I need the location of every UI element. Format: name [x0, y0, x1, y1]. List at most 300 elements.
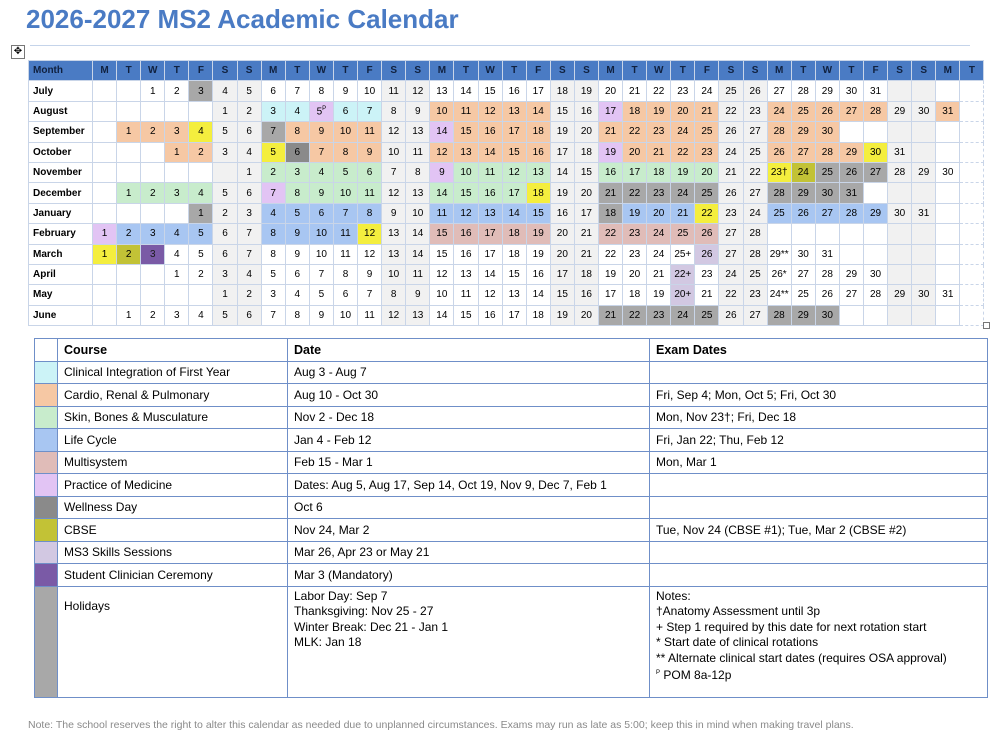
day-number: 5	[316, 106, 323, 118]
day-cell: 11	[478, 162, 502, 182]
day-cell: 14	[526, 101, 550, 121]
day-cell: 24	[791, 162, 815, 182]
day-cell: 23	[743, 101, 767, 121]
day-cell: 23	[671, 81, 695, 101]
weekday-header: S	[743, 61, 767, 81]
day-cell: 5	[213, 122, 237, 142]
day-cell: 29	[791, 122, 815, 142]
day-cell: 11	[333, 244, 357, 264]
legend-exam-dates: Fri, Sep 4; Mon, Oct 5; Fri, Oct 30	[650, 384, 988, 407]
note-line: * Start date of clinical rotations	[656, 635, 819, 649]
day-cell: 23	[647, 305, 671, 325]
day-cell	[839, 122, 863, 142]
day-cell: 25	[743, 264, 767, 284]
day-cell: 26	[815, 101, 839, 121]
day-cell: 7	[237, 244, 261, 264]
day-cell	[936, 81, 960, 101]
weekday-header: S	[382, 61, 406, 81]
day-cell: 13	[406, 183, 430, 203]
day-cell	[960, 305, 984, 325]
day-cell: 30	[815, 183, 839, 203]
day-cell: 2	[165, 81, 189, 101]
legend-row	[35, 384, 988, 407]
legend-course: Cardio, Renal & Pulmonary	[58, 384, 288, 407]
day-cell: 27	[743, 183, 767, 203]
day-cell: 15	[502, 264, 526, 284]
month-label: February	[29, 224, 93, 244]
legend-course: Student Clinician Ceremony	[58, 564, 288, 587]
day-cell	[960, 244, 984, 264]
note-line: ** Alternate clinical start dates (requires OSA approval)	[656, 650, 947, 665]
day-cell	[960, 122, 984, 142]
day-cell: 11	[454, 285, 478, 305]
note-line-pom	[656, 666, 981, 684]
day-cell	[936, 183, 960, 203]
day-cell: 18	[526, 305, 550, 325]
day-cell: 1	[237, 162, 261, 182]
day-cell	[815, 224, 839, 244]
day-cell: 3	[213, 264, 237, 284]
day-cell: 26	[791, 203, 815, 223]
weekday-header: S	[574, 61, 598, 81]
table-resize-handle-icon[interactable]	[983, 322, 990, 329]
month-row	[29, 183, 984, 203]
legend-swatch	[35, 361, 58, 384]
day-cell: 30	[912, 101, 936, 121]
day-cell	[117, 285, 141, 305]
day-cell: 12	[478, 101, 502, 121]
month-row	[29, 101, 984, 121]
calendar-table	[28, 60, 984, 326]
day-cell	[960, 81, 984, 101]
day-cell: 6	[213, 224, 237, 244]
day-cell	[93, 285, 117, 305]
day-cell	[864, 244, 888, 264]
weekday-header: T	[502, 61, 526, 81]
day-cell: 9	[406, 101, 430, 121]
day-cell: 5	[189, 224, 213, 244]
weekday-header: S	[888, 61, 912, 81]
month-row	[29, 224, 984, 244]
day-cell: 2	[261, 162, 285, 182]
day-cell: 22	[598, 224, 622, 244]
day-cell: 9	[333, 81, 357, 101]
day-cell: 2	[141, 183, 165, 203]
day-cell: 15	[454, 305, 478, 325]
day-cell: 15	[478, 81, 502, 101]
day-cell: 8	[261, 224, 285, 244]
day-cell: 6	[333, 285, 357, 305]
day-cell: 2	[141, 305, 165, 325]
day-cell: 7	[358, 101, 382, 121]
day-cell: 25	[791, 285, 815, 305]
weekday-header: F	[526, 61, 550, 81]
day-cell: 26*	[767, 264, 791, 284]
legend-row	[35, 564, 988, 587]
day-cell: 24**	[767, 285, 791, 305]
note-line: †Anatomy Assessment until 3p	[656, 604, 821, 618]
day-cell: 2	[237, 285, 261, 305]
day-cell: 4	[165, 244, 189, 264]
day-cell: 14	[526, 285, 550, 305]
month-row	[29, 162, 984, 182]
day-cell: 29	[791, 305, 815, 325]
legend-swatch	[35, 541, 58, 564]
day-cell: 16	[598, 162, 622, 182]
day-cell: 3	[165, 183, 189, 203]
day-cell: 6	[237, 122, 261, 142]
day-cell: 28	[767, 183, 791, 203]
day-cell: 12	[406, 81, 430, 101]
month-row	[29, 203, 984, 223]
table-move-handle-icon[interactable]: ✥	[11, 45, 25, 59]
weekday-header: W	[141, 61, 165, 81]
legend-swatch	[35, 451, 58, 474]
day-cell: 25	[791, 101, 815, 121]
legend-course: Skin, Bones & Musculature	[58, 406, 288, 429]
day-cell: 29	[839, 264, 863, 284]
holiday-date: Thanksgiving: Nov 25 - 27	[294, 604, 434, 618]
day-cell: 21	[574, 224, 598, 244]
weekday-header: S	[550, 61, 574, 81]
legend-swatch	[35, 519, 58, 542]
day-cell: 26	[767, 142, 791, 162]
day-cell: 4	[213, 81, 237, 101]
day-cell: 18	[550, 81, 574, 101]
day-cell: 21	[598, 122, 622, 142]
legend-date: Dates: Aug 5, Aug 17, Sep 14, Oct 19, Nov 9, Dec 7, Feb 1	[288, 474, 650, 497]
legend-row	[35, 541, 988, 564]
day-cell	[888, 81, 912, 101]
month-label: November	[29, 162, 93, 182]
holiday-dates	[288, 586, 650, 697]
day-cell: 9	[309, 122, 333, 142]
day-cell: 18	[502, 224, 526, 244]
day-cell: 9	[406, 285, 430, 305]
day-cell: 10	[430, 101, 454, 121]
legend-course: CBSE	[58, 519, 288, 542]
day-cell: 19	[550, 305, 574, 325]
month-label: September	[29, 122, 93, 142]
day-cell: 24	[743, 203, 767, 223]
day-cell: 28	[864, 285, 888, 305]
pom-note: POM 8a-12p	[660, 668, 732, 682]
day-cell: 26	[695, 224, 719, 244]
day-cell	[141, 101, 165, 121]
day-cell: 26	[719, 305, 743, 325]
day-cell: 23†	[767, 162, 791, 182]
day-cell: 24	[671, 305, 695, 325]
legend-date: Jan 4 - Feb 12	[288, 429, 650, 452]
day-cell: 6	[213, 244, 237, 264]
day-cell	[888, 224, 912, 244]
weekday-header: T	[117, 61, 141, 81]
weekday-header: F	[189, 61, 213, 81]
month-row	[29, 285, 984, 305]
day-cell: 22	[671, 142, 695, 162]
day-cell	[912, 264, 936, 284]
day-cell: 9	[309, 305, 333, 325]
day-cell: 29	[888, 285, 912, 305]
day-cell: 19	[647, 285, 671, 305]
day-cell	[189, 162, 213, 182]
day-cell: 20	[574, 183, 598, 203]
day-cell: 16	[478, 305, 502, 325]
day-cell: 8	[358, 203, 382, 223]
day-cell: 26	[719, 122, 743, 142]
legend-exam-dates: Fri, Jan 22; Thu, Feb 12	[650, 429, 988, 452]
day-cell: 30	[839, 81, 863, 101]
day-cell: 17	[574, 203, 598, 223]
day-cell: 27	[839, 285, 863, 305]
day-cell: 6	[285, 264, 309, 284]
day-cell	[93, 305, 117, 325]
day-cell: 21	[671, 203, 695, 223]
legend-row	[35, 519, 988, 542]
day-cell: 1	[141, 81, 165, 101]
weekday-header: M	[598, 61, 622, 81]
day-cell: 29	[912, 162, 936, 182]
day-cell: 23	[743, 285, 767, 305]
legend-header-swatch	[35, 339, 58, 362]
day-cell: 23	[647, 122, 671, 142]
day-cell: 11	[382, 81, 406, 101]
day-cell: 14	[406, 224, 430, 244]
day-cell	[141, 264, 165, 284]
day-cell: 9	[382, 203, 406, 223]
legend-table	[34, 338, 988, 698]
day-cell: 24	[695, 81, 719, 101]
day-cell: 28	[839, 203, 863, 223]
day-cell: 22	[623, 183, 647, 203]
day-cell: 1	[117, 305, 141, 325]
day-cell: 5	[261, 264, 285, 284]
day-cell: 15	[502, 142, 526, 162]
day-cell	[960, 162, 984, 182]
day-cell: 4	[189, 122, 213, 142]
day-cell: 23	[695, 142, 719, 162]
day-cell: 2	[117, 244, 141, 264]
legend-date: Mar 3 (Mandatory)	[288, 564, 650, 587]
day-cell: 18	[574, 142, 598, 162]
day-cell: 17	[550, 264, 574, 284]
day-cell: 20	[671, 101, 695, 121]
legend-exam-dates	[650, 361, 988, 384]
day-cell: 2	[117, 224, 141, 244]
day-cell	[189, 101, 213, 121]
day-cell	[767, 224, 791, 244]
day-cell: 27	[791, 142, 815, 162]
day-cell: 25	[719, 81, 743, 101]
day-cell: 21	[598, 305, 622, 325]
day-cell: 28	[767, 305, 791, 325]
day-cell: 1	[165, 264, 189, 284]
day-cell	[117, 162, 141, 182]
day-cell: 26	[719, 183, 743, 203]
legend-swatch	[35, 474, 58, 497]
weekday-header: T	[960, 61, 984, 81]
day-cell: 17	[526, 81, 550, 101]
month-label: August	[29, 101, 93, 121]
day-cell: 27	[864, 162, 888, 182]
day-cell: 24	[647, 244, 671, 264]
day-cell: 16	[526, 142, 550, 162]
day-cell: 1	[117, 122, 141, 142]
day-cell	[936, 224, 960, 244]
day-cell: 3	[189, 81, 213, 101]
day-cell	[960, 285, 984, 305]
legend-date: Aug 10 - Oct 30	[288, 384, 650, 407]
day-cell	[888, 122, 912, 142]
day-cell: 10	[382, 264, 406, 284]
day-cell: 29	[839, 142, 863, 162]
day-cell: 31	[888, 142, 912, 162]
footnote: Note: The school reserves the right to alter this calendar as needed due to unplanned circumstances. Exams may run as late as 5:00; keep this in mind when making travel plans.	[28, 719, 854, 731]
day-cell: 20	[695, 162, 719, 182]
day-cell: 15	[574, 162, 598, 182]
day-cell: 14	[430, 183, 454, 203]
day-cell: 15	[550, 285, 574, 305]
day-cell: 4	[237, 264, 261, 284]
day-cell	[936, 203, 960, 223]
weekday-header: S	[237, 61, 261, 81]
day-cell: 22	[623, 122, 647, 142]
day-cell	[93, 203, 117, 223]
day-cell: 14	[430, 305, 454, 325]
legend-row	[35, 406, 988, 429]
day-cell	[141, 285, 165, 305]
legend-row	[35, 451, 988, 474]
weekday-header: S	[912, 61, 936, 81]
day-cell: 21	[647, 142, 671, 162]
day-cell: 19	[550, 122, 574, 142]
day-cell: 21	[695, 101, 719, 121]
weekday-header: T	[623, 61, 647, 81]
calendar-notes	[650, 586, 988, 697]
day-cell: 6	[309, 203, 333, 223]
day-cell: 1	[213, 285, 237, 305]
day-cell: 28	[815, 264, 839, 284]
day-cell	[864, 224, 888, 244]
day-cell: 13	[478, 203, 502, 223]
day-cell: 3	[165, 122, 189, 142]
day-cell: 6	[237, 305, 261, 325]
day-cell: 13	[406, 305, 430, 325]
legend-row	[35, 429, 988, 452]
day-cell	[141, 142, 165, 162]
day-cell: 16	[574, 101, 598, 121]
day-cell	[93, 183, 117, 203]
day-cell: 7	[358, 285, 382, 305]
day-cell: 14	[550, 162, 574, 182]
day-cell: 29	[791, 183, 815, 203]
day-cell: 30	[815, 122, 839, 142]
day-cell: 18	[502, 244, 526, 264]
day-cell: 18	[526, 122, 550, 142]
weekday-header: T	[839, 61, 863, 81]
day-cell: 27	[815, 203, 839, 223]
legend-course: Practice of Medicine	[58, 474, 288, 497]
month-row	[29, 142, 984, 162]
day-cell: 26	[815, 285, 839, 305]
day-cell: 20	[550, 224, 574, 244]
day-cell: 25	[815, 162, 839, 182]
day-cell: 20	[623, 142, 647, 162]
day-cell: 29	[815, 81, 839, 101]
day-cell: 17	[478, 224, 502, 244]
weekday-header: M	[767, 61, 791, 81]
day-cell: 16	[454, 224, 478, 244]
day-cell	[213, 162, 237, 182]
month-label: July	[29, 81, 93, 101]
day-cell	[864, 305, 888, 325]
day-cell: 17	[502, 122, 526, 142]
day-cell: 25	[743, 142, 767, 162]
day-cell: 5	[333, 162, 357, 182]
day-cell: 5	[309, 285, 333, 305]
day-cell: 29	[864, 203, 888, 223]
day-cell: 16	[526, 264, 550, 284]
day-cell: 8	[333, 264, 357, 284]
day-cell: 22	[719, 101, 743, 121]
day-cell: 15	[526, 203, 550, 223]
legend-swatch	[35, 384, 58, 407]
day-cell: 2	[141, 122, 165, 142]
day-cell: 8	[309, 81, 333, 101]
day-cell: 17	[478, 244, 502, 264]
day-cell	[960, 224, 984, 244]
weekday-header: M	[430, 61, 454, 81]
day-cell	[165, 285, 189, 305]
day-cell	[117, 264, 141, 284]
day-cell: 26	[695, 244, 719, 264]
day-cell	[912, 81, 936, 101]
day-cell: 11	[454, 101, 478, 121]
day-cell: 4	[165, 224, 189, 244]
day-cell: 2	[237, 101, 261, 121]
day-cell	[93, 264, 117, 284]
day-cell: 29	[888, 101, 912, 121]
legend-date: Aug 3 - Aug 7	[288, 361, 650, 384]
month-row	[29, 122, 984, 142]
day-cell: 28	[791, 81, 815, 101]
day-cell: 3	[141, 244, 165, 264]
day-cell: 8	[285, 305, 309, 325]
day-cell: 17	[598, 101, 622, 121]
day-cell: 10	[406, 203, 430, 223]
day-cell	[960, 142, 984, 162]
day-cell: 28	[743, 224, 767, 244]
legend-course: Life Cycle	[58, 429, 288, 452]
day-cell: 16	[574, 285, 598, 305]
day-cell: 7	[261, 305, 285, 325]
day-cell: 17	[623, 162, 647, 182]
day-cell: 16	[478, 183, 502, 203]
day-cell: 8	[382, 101, 406, 121]
weekday-header: S	[213, 61, 237, 81]
day-cell: 29**	[767, 244, 791, 264]
day-cell: 25	[695, 183, 719, 203]
day-cell	[936, 305, 960, 325]
day-cell: 27	[719, 224, 743, 244]
month-label: January	[29, 203, 93, 223]
day-cell	[912, 183, 936, 203]
day-cell: 5	[189, 244, 213, 264]
weekday-header: W	[478, 61, 502, 81]
weekday-header: F	[864, 61, 888, 81]
day-cell: 5	[237, 81, 261, 101]
day-cell: 6	[333, 101, 357, 121]
